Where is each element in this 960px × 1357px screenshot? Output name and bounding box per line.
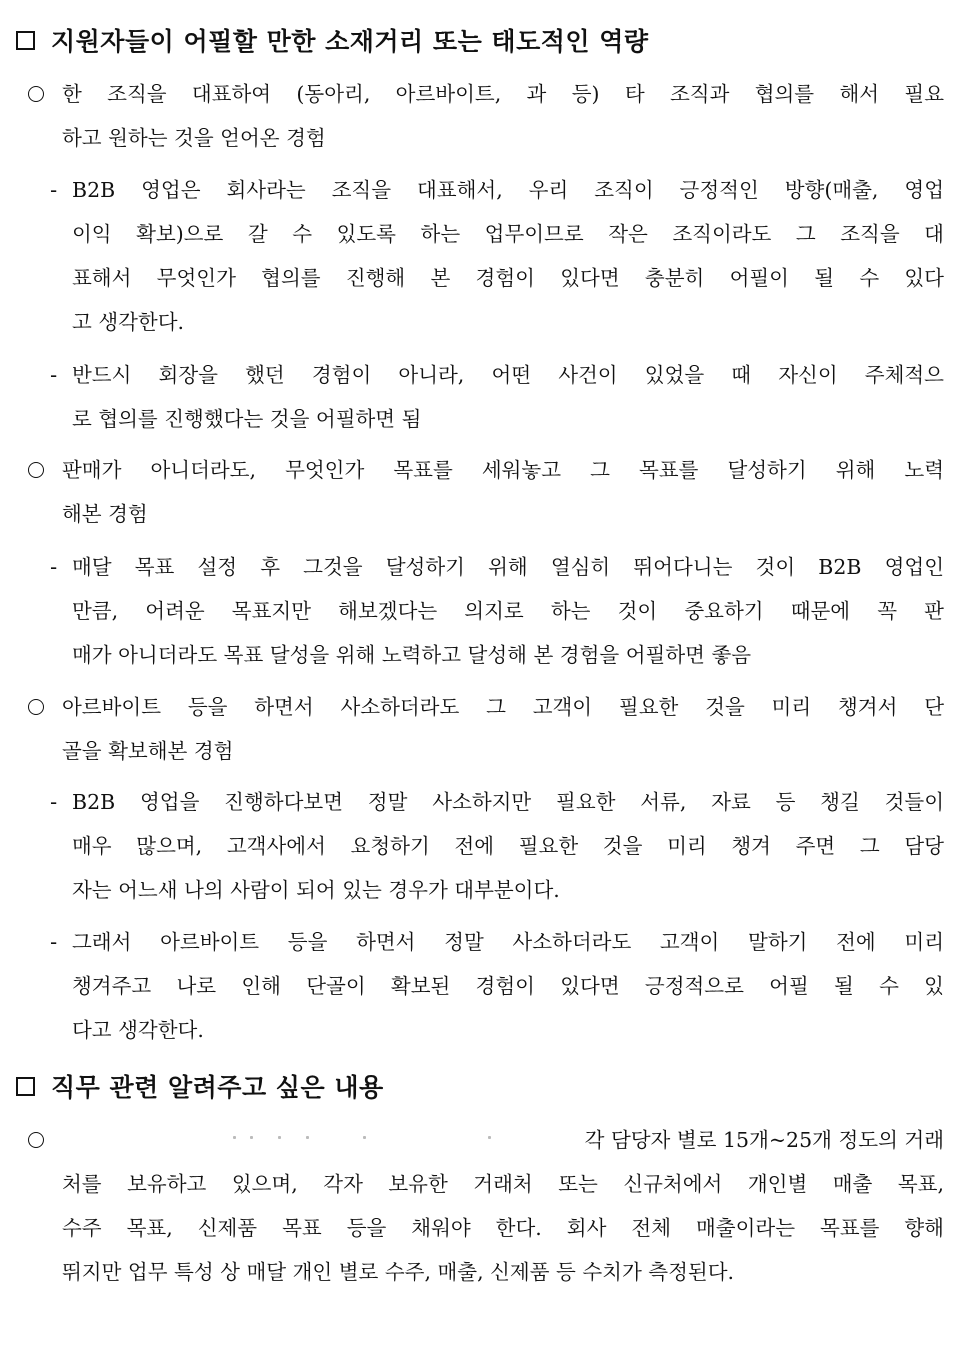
section-heading-2-text: 직무 관련 알려주고 싶은 내용 xyxy=(51,1073,384,1102)
dash-bullet: - xyxy=(50,178,58,202)
circle-bullet-icon xyxy=(28,699,44,715)
text-line: 자는 어느새 나의 사람이 되어 있는 경우가 대부분이다. xyxy=(72,878,560,902)
checkbox-square-icon xyxy=(16,31,35,50)
section-heading-1-text: 지원자들이 어필할 만한 소재거리 또는 태도적인 역량 xyxy=(51,27,649,56)
text-line: 이익 확보)으로 갈 수 있도록 하는 업무이므로 작은 조직이라도 그 조직을 대 xyxy=(72,222,944,246)
text-line: 아르바이트 등을 하면서 사소하더라도 그 고객이 필요한 것을 미리 챙겨서 단 xyxy=(62,695,944,719)
circle-bullet-icon xyxy=(28,462,44,478)
text-line: 표해서 무엇인가 협의를 진행해 본 경험이 있다면 충분히 어필이 될 수 있다 xyxy=(72,266,944,290)
text-line: 로 협의를 진행했다는 것을 어필하면 됨 xyxy=(72,407,422,431)
text-line: 매가 아니더라도 목표 달성을 위해 노력하고 달성해 본 경험을 어필하면 좋음 xyxy=(72,643,752,667)
bullet-item-4-text xyxy=(62,1118,944,1162)
dash-bullet: - xyxy=(50,555,58,579)
text-line: 매우 많으며, 고객사에서 요청하기 전에 필요한 것을 미리 챙겨 주면 그 담당 xyxy=(72,834,944,858)
redacted-region xyxy=(158,1132,578,1152)
text-line: B2B 영업을 진행하다보면 정말 사소하지만 필요한 서류, 자료 등 챙길 것들이 xyxy=(72,790,944,814)
section-heading-1 xyxy=(16,22,649,58)
circle-bullet-icon xyxy=(28,86,44,102)
text-line: 처를 보유하고 있으며, 각자 보유한 거래처 또는 신규처에서 개인별 매출 목표, xyxy=(62,1172,944,1196)
text-line: 다고 생각한다. xyxy=(72,1018,204,1042)
checkbox-square-icon xyxy=(16,1077,35,1096)
bullet-item-4-first-line-tail: 각 담당자 별로 15개~25개 정도의 거래 xyxy=(584,1128,944,1152)
text-line: 챙겨주고 나로 인해 단골이 확보된 경험이 있다면 긍정적으로 어필 될 수 있 xyxy=(72,974,944,998)
bullet-item-2-text xyxy=(62,448,944,536)
text-line: 뛰지만 업무 특성 상 매달 개인 별로 수주, 매출, 신제품 등 수치가 측정된다. xyxy=(62,1260,735,1284)
dash-bullet: - xyxy=(50,790,58,814)
text-line: 고 생각한다. xyxy=(72,310,185,334)
text-line: 해본 경험 xyxy=(62,502,148,526)
bullet-item-1-text xyxy=(62,72,944,160)
text-line: 매달 목표 설정 후 그것을 달성하기 위해 열심히 뛰어다니는 것이 B2B 영업인 xyxy=(72,555,944,579)
section-heading-2 xyxy=(16,1068,384,1104)
sub-item-3-2-text xyxy=(72,920,944,1052)
text-line: 수주 목표, 신제품 목표 등을 채워야 한다. 회사 전체 매출이라는 목표를 향해 xyxy=(62,1216,944,1240)
text-line: B2B 영업은 회사라는 조직을 대표해서, 우리 조직이 긍정적인 방향(매출, 영업 xyxy=(72,178,944,202)
sub-item-3-1-text xyxy=(72,780,944,912)
bullet-item-3-text xyxy=(62,685,944,773)
text-line xyxy=(62,1118,944,1162)
dash-bullet: - xyxy=(50,363,58,387)
text-line: 하고 원하는 것을 얻어온 경험 xyxy=(62,126,326,150)
text-line: 골을 확보해본 경험 xyxy=(62,739,234,763)
text-line: 만큼, 어려운 목표지만 해보겠다는 의지로 하는 것이 중요하기 때문에 꼭 판 xyxy=(72,599,944,623)
sub-item-2-1-text xyxy=(72,545,944,677)
text-line: 반드시 회장을 했던 경험이 아니라, 어떤 사건이 있었을 때 자신이 주체적으 xyxy=(72,363,944,387)
bullet-item-4-continuation xyxy=(62,1162,944,1294)
circle-bullet-icon xyxy=(28,1132,44,1148)
text-line: 그래서 아르바이트 등을 하면서 정말 사소하더라도 고객이 말하기 전에 미리 xyxy=(72,930,944,954)
text-line: 한 조직을 대표하여 (동아리, 아르바이트, 과 등) 타 조직과 협의를 해서 필요 xyxy=(62,82,944,106)
sub-item-1-2-text xyxy=(72,353,944,441)
dash-bullet: - xyxy=(50,930,58,954)
sub-item-1-1-text xyxy=(72,168,944,344)
text-line: 판매가 아니더라도, 무엇인가 목표를 세워놓고 그 목표를 달성하기 위해 노력 xyxy=(62,458,944,482)
